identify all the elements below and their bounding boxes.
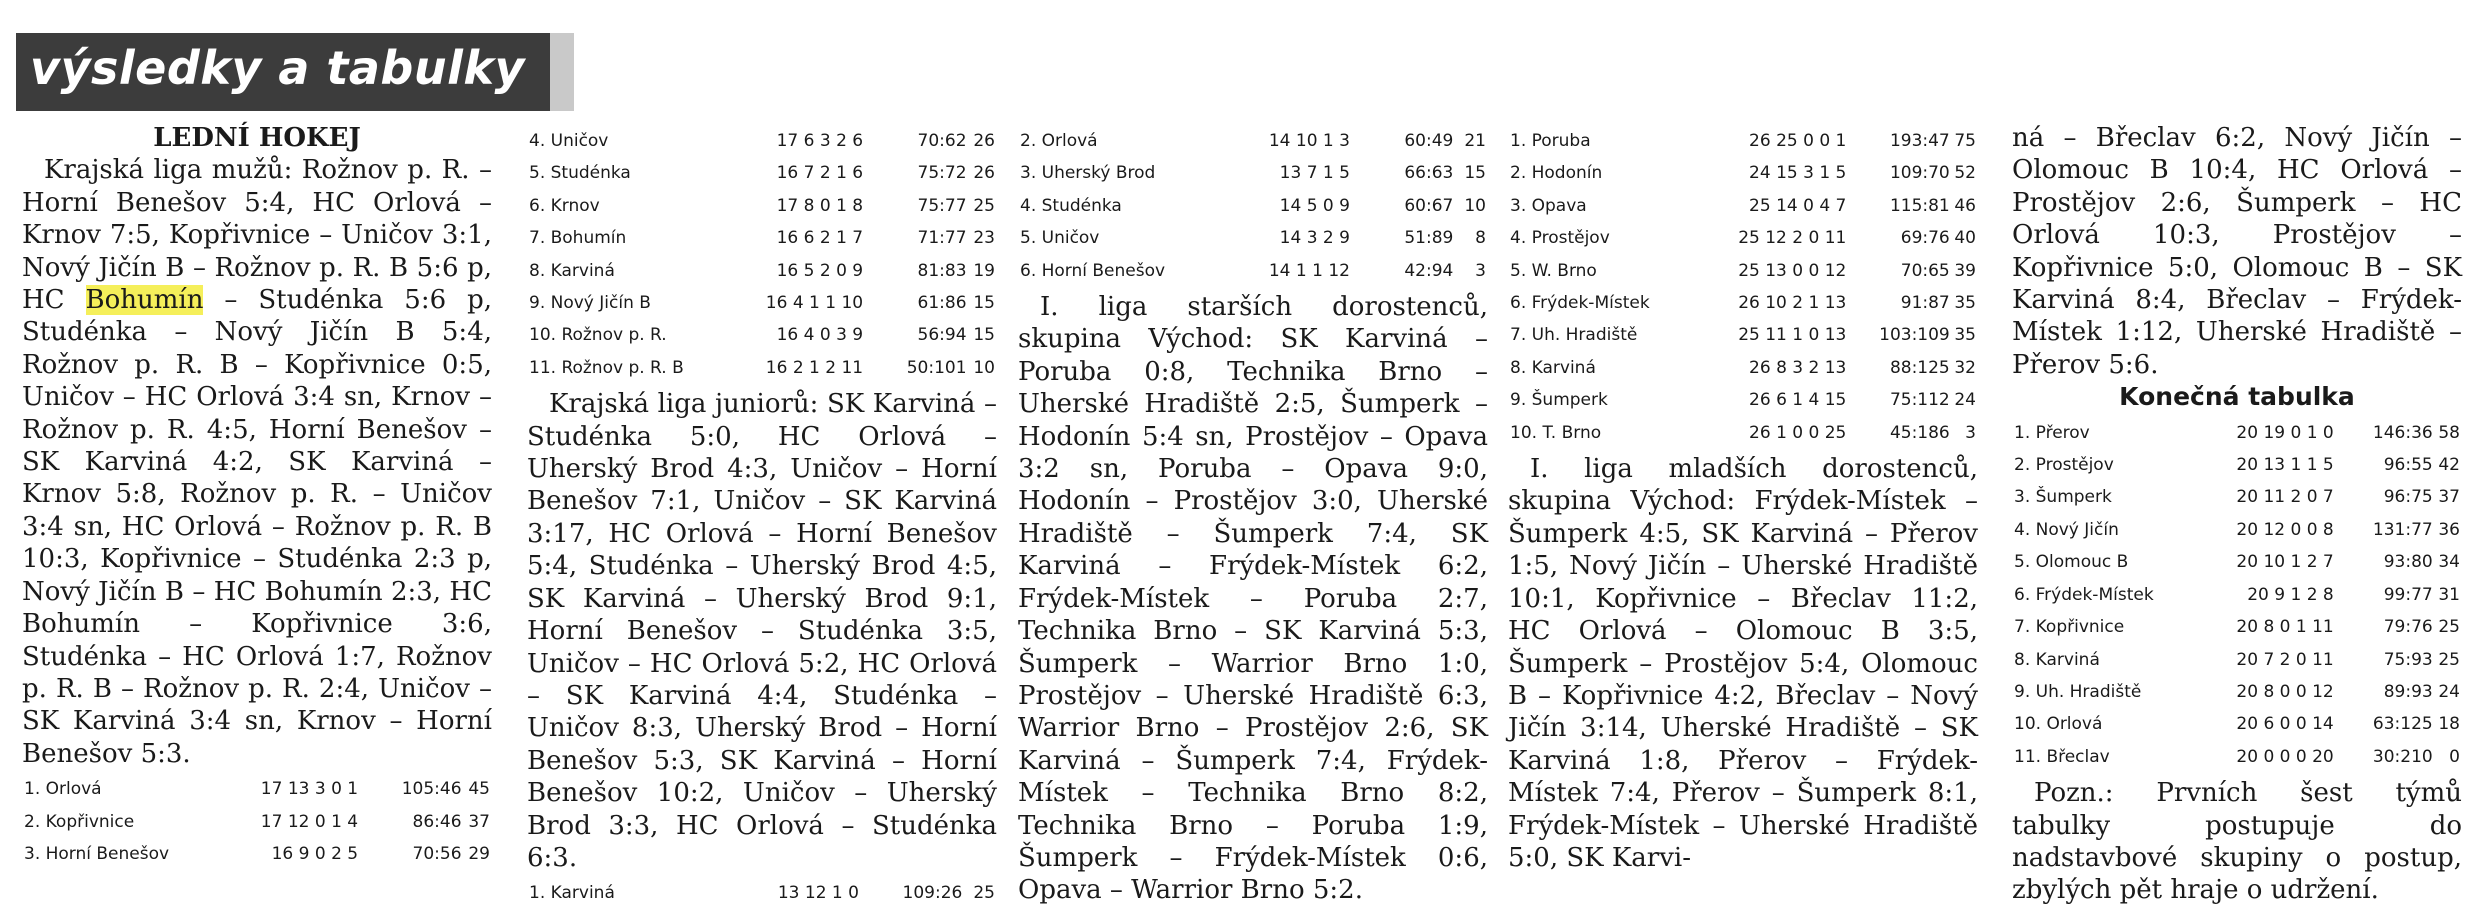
points: 25 xyxy=(973,195,995,216)
team-stats: 13 7 1 5 xyxy=(1279,163,1350,184)
younger-juniors-results: I. liga mladších dorostenců, skupina Východ: Frýdek-Místek – Šumperk 4:5, SK Karviná – Přerov 1:5, Nový Jičín – Uherské Hradiště 10:1, Kopřivnice – Břeclav 11:2, HC Orlová – Olomouc B 3:5, Šumperk – Prostějov 5:4, Olomouc B – Kopřivnice 4:2, Břeclav – Nový Jičín 3:14, Uherské Hradiště – SK Karviná 1:8, Přerov – Frýdek-Místek 7:4, Přerov – Šumperk 8:1, Frýdek-Místek – Uherské Hradiště 5:0, SK Karvi- xyxy=(1508,454,1978,873)
table-row xyxy=(22,838,492,870)
column-4 xyxy=(1508,122,1978,874)
table-row xyxy=(527,287,997,319)
team-stats: 26 1 0 0 25 xyxy=(1749,422,1847,443)
goal-score: 96:55 xyxy=(2383,455,2433,476)
team-stats: 20 9 1 2 8 xyxy=(2247,584,2334,605)
team-name: 4. Nový Jičín xyxy=(2014,519,2119,540)
goal-score: 131:77 xyxy=(2372,519,2433,540)
points: 3 xyxy=(1475,260,1486,281)
column-2 xyxy=(527,122,997,914)
table-row xyxy=(1508,222,1978,254)
team-stats: 26 8 3 2 13 xyxy=(1749,357,1847,378)
team-name: 5. W. Brno xyxy=(1510,260,1597,281)
standings-table xyxy=(527,877,997,909)
men-league-results: Krajská liga mužů: Rožnov p. R. – Horní Benešov 5:4, HC Orlová – Krnov 7:5, Kopřivnice – Uničov 3:1, Nový Jičín B – Rožnov p. R. B 5:6 p, HC Bohumín – Studénka 5:6 p, Studénka – Nový Jičín B 5:4, Rožnov p. R. B – Kopřivnice 0:5, Uničov – HC Orlová 3:4 sn, Krnov – Rožnov p. R. 4:5, Horní Benešov – SK Karviná 4:2, SK Karviná – Krnov 5:8, Rožnov p. R. – Uničov 3:4 sn, HC Orlová – Rožnov p. R. B 10:3, Kopřivnice – Studénka 2:3 p, Nový Jičín B – HC Bohumín 2:3, HC Bohumín – Kopřivnice 3:6, Studénka – HC Orlová 1:7, Rožnov p. R. B – Rožnov p. R. 2:4, Uničov – SK Karviná 3:4 sn, Krnov – Horní Benešov 5:3. xyxy=(22,155,492,769)
points: 32 xyxy=(1954,357,1976,378)
team-stats: 16 9 0 2 5 xyxy=(271,843,359,864)
goal-score: 75:93 xyxy=(2383,649,2433,670)
team-name: 2. Hodonín xyxy=(1510,163,1603,184)
team-stats: 16 4 0 3 9 xyxy=(776,325,864,346)
table-row xyxy=(527,352,997,384)
table-row xyxy=(1508,287,1978,319)
goal-score: 81:83 xyxy=(917,260,967,281)
points: 25 xyxy=(2438,649,2460,670)
standings-table xyxy=(22,773,492,870)
team-stats: 26 6 1 4 15 xyxy=(1749,390,1847,411)
points: 15 xyxy=(973,293,995,314)
goal-score: 70:65 xyxy=(1900,260,1950,281)
goal-score: 50:101 xyxy=(906,357,967,378)
table-row xyxy=(1018,157,1488,189)
points: 35 xyxy=(1954,293,1976,314)
standings-table xyxy=(2012,417,2462,773)
goal-score: 61:86 xyxy=(917,293,967,314)
team-name: 6. Horní Benešov xyxy=(1020,260,1166,281)
team-name: 4. Prostějov xyxy=(1510,228,1610,249)
team-stats: 24 15 3 1 5 xyxy=(1749,163,1847,184)
team-name: 4. Uničov xyxy=(529,131,609,151)
team-stats: 20 12 0 0 8 xyxy=(2236,519,2334,540)
points: 24 xyxy=(2438,681,2460,702)
team-stats: 26 10 2 1 13 xyxy=(1738,293,1847,314)
table-row xyxy=(527,222,997,254)
team-stats: 17 6 3 2 6 xyxy=(776,131,864,151)
team-name: 6. Frýdek-Místek xyxy=(1510,293,1650,314)
goal-score: 60:67 xyxy=(1404,195,1454,216)
table-row xyxy=(527,157,997,189)
points: 29 xyxy=(468,843,490,864)
team-stats: 25 11 1 0 13 xyxy=(1738,325,1847,346)
points: 8 xyxy=(1475,228,1486,249)
team-name: 3. Uherský Brod xyxy=(1020,163,1156,184)
team-stats: 16 5 2 0 9 xyxy=(776,260,864,281)
team-stats: 17 8 0 1 8 xyxy=(776,195,864,216)
table-row xyxy=(2012,417,2462,449)
team-name: 10. Orlová xyxy=(2014,714,2103,735)
team-stats: 16 6 2 1 7 xyxy=(776,228,864,249)
table-row xyxy=(527,190,997,222)
goal-score: 60:49 xyxy=(1404,131,1454,151)
goal-score: 30:210 xyxy=(2372,746,2433,767)
standings-table xyxy=(1018,125,1488,287)
points: 3 xyxy=(1965,422,1976,443)
points: 31 xyxy=(2438,584,2460,605)
team-stats: 17 13 3 0 1 xyxy=(260,779,359,800)
goal-score: 193:47 xyxy=(1889,131,1950,151)
senior-juniors-results: I. liga starších dorostenců, skupina Východ: SK Karviná – Poruba 0:8, Technika Brno – Uherské Hradiště 2:5, Šumperk – Hodonín 5:4 sn, Prostějov – Opava 3:2 sn, Poruba – Opava 9:0, Hodonín – Prostějov 3:0, Uherské Hradiště – Šumperk 7:4, SK Karviná – Frýdek-Místek 6:2, Frýdek-Místek – Poruba 2:7, Technika Brno – SK Karviná 5:3, Šumperk – Warrior Brno 1:0, Prostějov – Uherské Hradiště 6:3, Warrior Brno – Prostějov 2:6, SK Karviná – Šumperk 7:4, Frýdek-Místek – Technika Brno 8:2, Technika Brno – Poruba 1:9, Šumperk – Frýdek-Místek 0:6, Opava – Warrior Brno 5:2. xyxy=(1018,292,1488,906)
team-name: 1. Poruba xyxy=(1510,131,1591,151)
goal-score: 45:186 xyxy=(1889,422,1950,443)
team-stats: 25 13 0 0 12 xyxy=(1738,260,1847,281)
goal-score: 71:77 xyxy=(917,228,967,249)
table-row xyxy=(2012,741,2462,773)
team-stats: 20 8 0 0 12 xyxy=(2236,681,2334,702)
table-row xyxy=(1508,352,1978,384)
team-name: 3. Šumperk xyxy=(2014,487,2112,508)
table-row xyxy=(2012,611,2462,643)
table-row xyxy=(2012,481,2462,513)
points: 23 xyxy=(973,228,995,249)
table-row xyxy=(22,806,492,838)
points: 10 xyxy=(973,357,995,378)
team-stats: 20 19 0 1 0 xyxy=(2236,422,2334,443)
team-stats: 16 4 1 1 10 xyxy=(765,293,864,314)
points: 37 xyxy=(2438,487,2460,508)
table-row xyxy=(2012,546,2462,578)
table-row xyxy=(1508,319,1978,351)
team-name: 8. Karviná xyxy=(2014,649,2100,670)
younger-juniors-results-cont: ná – Břeclav 6:2, Nový Jičín – Olomouc B 10:4, HC Orlová – Prostějov 2:6, Šumperk – HC Orlová 10:3, Prostějov – Kopřivnice 5:0, Olomouc B – SK Karviná 8:4, Břeclav – Frýdek-Místek 1:12, Uherské Hradiště – Přerov 5:6. xyxy=(2012,123,2462,380)
team-stats: 20 13 1 1 5 xyxy=(2236,455,2334,476)
goal-score: 109:70 xyxy=(1889,163,1950,184)
points: 15 xyxy=(973,325,995,346)
team-stats: 20 11 2 0 7 xyxy=(2236,487,2334,508)
team-stats: 20 10 1 2 7 xyxy=(2236,552,2334,573)
team-name: 3. Horní Benešov xyxy=(24,843,170,864)
goal-score: 99:77 xyxy=(2383,584,2433,605)
points: 19 xyxy=(973,260,995,281)
team-name: 8. Karviná xyxy=(529,260,615,281)
table-row xyxy=(2012,676,2462,708)
table-row xyxy=(22,773,492,805)
team-name: 9. Nový Jičín B xyxy=(529,293,651,314)
goal-score: 105:46 xyxy=(401,779,462,800)
goal-score: 89:93 xyxy=(2383,681,2433,702)
team-name: 5. Uničov xyxy=(1020,228,1100,249)
team-name: 7. Kopřivnice xyxy=(2014,617,2125,638)
team-stats: 20 7 2 0 11 xyxy=(2236,649,2334,670)
points: 36 xyxy=(2438,519,2460,540)
points: 18 xyxy=(2438,714,2460,735)
goal-score: 56:94 xyxy=(917,325,967,346)
team-name: 7. Uh. Hradiště xyxy=(1510,325,1638,346)
team-stats: 14 1 1 12 xyxy=(1268,260,1350,281)
goal-score: 51:89 xyxy=(1404,228,1454,249)
points: 25 xyxy=(973,883,995,904)
highlighted-word: Bohumín xyxy=(85,285,204,316)
points: 39 xyxy=(1954,260,1976,281)
goal-score: 75:77 xyxy=(917,195,967,216)
goal-score: 66:63 xyxy=(1404,163,1454,184)
team-name: 1. Karviná xyxy=(529,883,615,904)
points: 46 xyxy=(1954,195,1976,216)
points: 0 xyxy=(2449,746,2460,767)
goal-score: 69:76 xyxy=(1900,228,1950,249)
team-name: 7. Bohumín xyxy=(529,228,627,249)
team-name: 2. Orlová xyxy=(1020,131,1098,151)
table-row xyxy=(527,319,997,351)
team-name: 5. Studénka xyxy=(529,163,631,184)
points: 40 xyxy=(1954,228,1976,249)
team-name: 4. Studénka xyxy=(1020,195,1122,216)
goal-score: 79:76 xyxy=(2383,617,2433,638)
table-row xyxy=(1508,384,1978,416)
goal-score: 109:26 xyxy=(902,883,963,904)
goal-score: 70:62 xyxy=(917,131,967,151)
team-name: 6. Frýdek-Místek xyxy=(2014,584,2154,605)
team-name: 10. Rožnov p. R. xyxy=(529,325,667,346)
points: 21 xyxy=(1464,131,1486,151)
points: 24 xyxy=(1954,390,1976,411)
team-stats: 16 7 2 1 6 xyxy=(776,163,864,184)
final-table-heading: Konečná tabulka xyxy=(2119,382,2355,412)
team-name: 2. Kopřivnice xyxy=(24,811,135,832)
points: 25 xyxy=(2438,617,2460,638)
points: 58 xyxy=(2438,422,2460,443)
standings-table xyxy=(1508,125,1978,449)
team-name: 9. Uh. Hradiště xyxy=(2014,681,2142,702)
team-name: 3. Opava xyxy=(1510,195,1587,216)
team-name: 11. Břeclav xyxy=(2014,746,2110,767)
team-stats: 20 6 0 0 14 xyxy=(2236,714,2334,735)
points: 35 xyxy=(1954,325,1976,346)
table-row xyxy=(1508,125,1978,157)
column-3 xyxy=(1018,122,1488,907)
team-name: 1. Orlová xyxy=(24,779,102,800)
table-row xyxy=(2012,514,2462,546)
points: 26 xyxy=(973,163,995,184)
team-stats: 20 0 0 0 20 xyxy=(2236,746,2334,767)
goal-score: 115:81 xyxy=(1889,195,1950,216)
team-name: 2. Prostějov xyxy=(2014,455,2114,476)
table-row xyxy=(1508,190,1978,222)
table-row xyxy=(1508,417,1978,449)
table-row xyxy=(2012,708,2462,740)
points: 42 xyxy=(2438,455,2460,476)
table-row xyxy=(527,125,997,157)
points: 75 xyxy=(1954,131,1976,151)
table-row xyxy=(527,877,997,909)
points: 15 xyxy=(1464,163,1486,184)
junior-league-results: Krajská liga juniorů: SK Karviná – Studénka 5:0, HC Orlová – Uherský Brod 4:3, Uničov – Horní Benešov 7:1, Uničov – SK Karviná 3:17, HC Orlová – Horní Benešov 5:4, Studénka – Uherský Brod 4:5, SK Karviná – Uherský Brod 9:1, Horní Benešov – Studénka 3:5, Uničov – HC Orlová 5:2, HC Orlová – SK Karviná 4:4, Studénka – Uničov 8:3, Uherský Brod – Horní Benešov 5:3, SK Karviná – Horní Benešov 10:2, Uničov – Uherský Brod 3:3, HC Orlová – Studénka 6:3. xyxy=(527,389,997,873)
column-1 xyxy=(22,122,492,874)
section-banner xyxy=(16,33,574,111)
goal-score: 103:109 xyxy=(1879,325,1950,346)
team-stats: 13 12 1 0 xyxy=(777,883,859,904)
goal-score: 146:36 xyxy=(2372,422,2433,443)
table-row xyxy=(1018,190,1488,222)
team-name: 6. Krnov xyxy=(529,195,600,216)
table-row xyxy=(2012,449,2462,481)
team-stats: 25 14 0 4 7 xyxy=(1749,195,1847,216)
table-row xyxy=(2012,579,2462,611)
standings-table xyxy=(527,125,997,384)
goal-score: 93:80 xyxy=(2383,552,2433,573)
points: 52 xyxy=(1954,163,1976,184)
table-row xyxy=(1508,255,1978,287)
team-stats: 14 5 0 9 xyxy=(1279,195,1350,216)
table-row xyxy=(1508,157,1978,189)
goal-score: 75:72 xyxy=(917,163,967,184)
table-row xyxy=(1018,222,1488,254)
goal-score: 42:94 xyxy=(1404,260,1454,281)
goal-score: 70:56 xyxy=(412,843,462,864)
team-stats: 14 10 1 3 xyxy=(1268,131,1350,151)
goal-score: 96:75 xyxy=(2383,487,2433,508)
team-name: 10. T. Brno xyxy=(1510,422,1602,443)
goal-score: 91:87 xyxy=(1900,293,1950,314)
goal-score: 63:125 xyxy=(2372,714,2433,735)
team-name: 1. Přerov xyxy=(2014,422,2090,443)
table-row xyxy=(1018,125,1488,157)
team-stats: 25 12 2 0 11 xyxy=(1738,228,1847,249)
goal-score: 88:125 xyxy=(1889,357,1950,378)
banner-title: výsledky a tabulky xyxy=(30,41,525,95)
goal-score: 75:112 xyxy=(1889,390,1950,411)
section-heading: LEDNÍ HOKEJ xyxy=(153,123,361,153)
team-stats: 14 3 2 9 xyxy=(1279,228,1350,249)
points: 37 xyxy=(468,811,490,832)
team-stats: 20 8 0 1 11 xyxy=(2236,617,2334,638)
table-row xyxy=(2012,644,2462,676)
column-5 xyxy=(2012,122,2462,907)
points: 45 xyxy=(468,779,490,800)
table-row xyxy=(527,255,997,287)
team-name: 5. Olomouc B xyxy=(2014,552,2129,573)
team-stats: 17 12 0 1 4 xyxy=(260,811,359,832)
team-name: 9. Šumperk xyxy=(1510,390,1608,411)
team-name: 8. Karviná xyxy=(1510,357,1596,378)
team-name: 11. Rožnov p. R. B xyxy=(529,357,684,378)
footnote: Pozn.: Prvních šest týmů tabulky postupuje do nadstavbové skupiny o postup, zbylých pět hraje o udržení. xyxy=(2012,778,2462,906)
points: 26 xyxy=(973,131,995,151)
points: 10 xyxy=(1464,195,1486,216)
team-stats: 26 25 0 0 1 xyxy=(1749,131,1847,151)
team-stats: 16 2 1 2 11 xyxy=(765,357,864,378)
goal-score: 86:46 xyxy=(412,811,462,832)
points: 34 xyxy=(2438,552,2460,573)
table-row xyxy=(1018,255,1488,287)
